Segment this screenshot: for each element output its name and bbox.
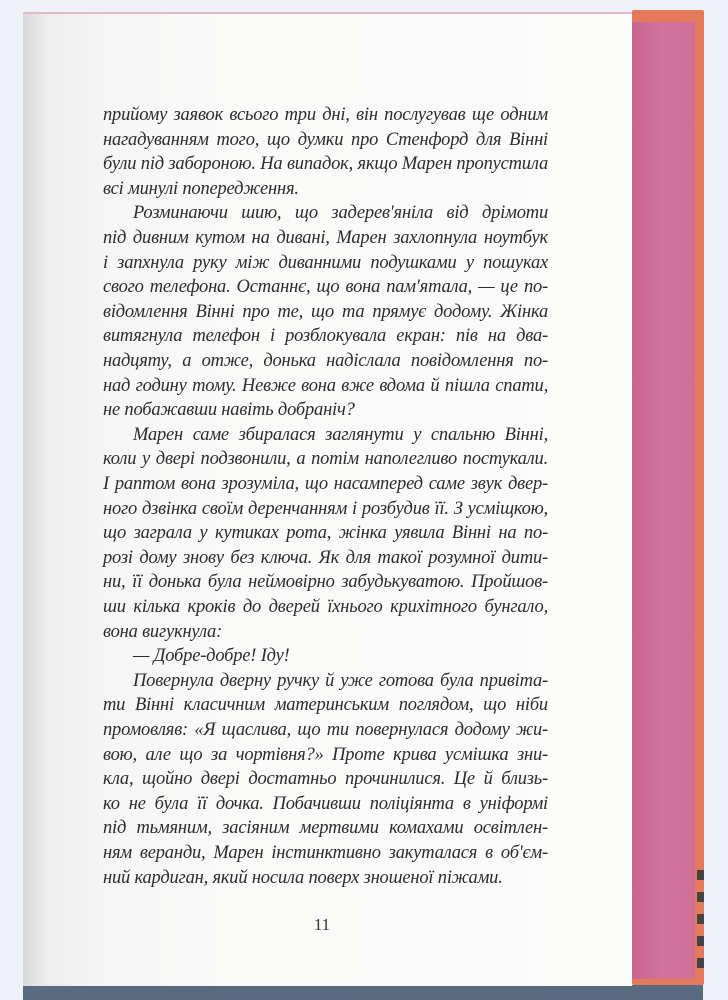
text-line: Повернула дверну ручку й уже готова була привіта- xyxy=(133,670,548,691)
cover-pattern xyxy=(697,870,704,980)
text-line: розі дому знову без ключа. Як для такої розумної дити- xyxy=(103,547,548,568)
page-block-edges xyxy=(632,22,695,979)
page-number: 11 xyxy=(313,915,331,934)
text-line: нагадуванням того, що думки про Стенфорд для Вінні xyxy=(103,129,548,150)
text-line: всі минулі попередження. xyxy=(103,178,299,199)
text-line: вона вигукнула: xyxy=(103,621,223,642)
text-line: і запхнула руку між диванними подушками у пошуках xyxy=(103,252,548,273)
text-line: витягнула телефон і розблокувала екран: пів на два- xyxy=(103,326,548,347)
text-line: кла, щойно двері достатньо прочинилися. Це й близь- xyxy=(103,769,548,790)
text-line: були під забороною. На випадок, якщо Марен пропустила xyxy=(103,154,548,175)
text-line: І раптом вона зрозуміла, що насамперед саме звук двер- xyxy=(103,474,548,494)
text-line: Марен саме збиралася заглянути у спальню Вінні, xyxy=(133,424,548,445)
text-line: ний кардиган, який носила поверх зношеної піжами. xyxy=(103,867,503,888)
text-line: свого телефона. Останнє, що вона пам'ятала, — це по- xyxy=(103,277,548,298)
text-line: ного дзвінка своїм деренчанням і розбудив її. З усміщкою, xyxy=(103,498,548,519)
text-line: ти Вінні класичним материнським поглядом, що ніби xyxy=(103,695,548,716)
text-line: над годину тому. Невже вона вже вдома й пішла спати, xyxy=(103,375,548,396)
text-line: ко не була її дочка. Побачивши поліціянта в уніформі xyxy=(103,793,548,814)
text-line: що заграла у кутиках рота, жінка уявила Вінні на по- xyxy=(103,523,548,544)
text-line: ши кілька кроків до дверей їхнього крихітного бунгало, xyxy=(103,597,548,617)
text-line: — Добре-добре! Іду! xyxy=(133,646,290,667)
text-line: під тьмяним, засіяним мертвими комахами освітлен- xyxy=(103,818,548,839)
text-line: не побажавши навіть добраніч? xyxy=(103,400,355,421)
text-line: надцяту, а отже, донька надіслала повідомлення по- xyxy=(103,351,548,371)
text-line: відомлення Вінні про те, що та прямує додому. Жінка xyxy=(103,301,548,322)
text-line: ни, її донька була неймовірно забудькуватою. Пройшов- xyxy=(103,572,548,593)
surface-below-book xyxy=(23,985,703,1000)
text-line: під дивним кутом на дивані, Марен захлопнула ноутбук xyxy=(103,228,548,248)
text-line: ням веранди, Марен інстинктивно закуталася в об'єм- xyxy=(103,843,548,863)
text-line: вою, але що за чортівня?» Проте крива усмішка зни- xyxy=(103,744,548,765)
text-line: прийому заявок всього три дні, він послугував ще одним xyxy=(103,105,548,125)
text-line: промовляв: «Я щаслива, що ти повернулася додому жи- xyxy=(103,720,548,740)
text-line: коли у двері подзвонили, а потім наполегливо постукали. xyxy=(103,449,548,470)
text-line: Розминаючи шию, що задерев'яніла від дрімоти xyxy=(133,203,548,224)
